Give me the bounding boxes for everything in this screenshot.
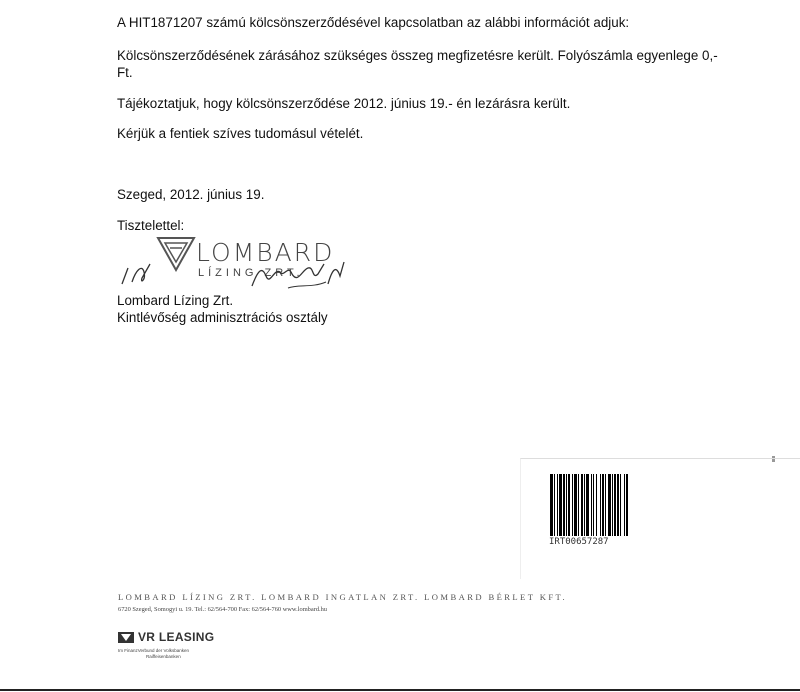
handwritten-signature [112,234,357,294]
notice-paragraph: Tájékoztatjuk, hogy kölcsönszerződése 2012. június 19.- én lezárásra került. [117,96,571,111]
intro-paragraph: A HIT1871207 számú kölcsönszerződésével kapcsolatban az alábbi információt adjuk: [117,15,630,30]
page-edge-line [0,689,800,691]
signer-company: Lombard Lízing Zrt. [117,293,234,308]
closure-paragraph: Kölcsönszerződésének zárásához szükséges összeg megfizetésre került. Folyószámla egyenlege 0,- Ft. [117,48,718,80]
signer-department: Kintlévőség adminisztrációs osztály [117,310,328,325]
barcode-image [548,474,643,536]
company-stamp [112,234,357,294]
place-date: Szeged, 2012. június 19. [117,187,265,202]
barcode-label [520,458,800,579]
footer-companies: LOMBARD LÍZING ZRT. LOMBARD INGATLAN ZRT. LOMBARD BÉRLET KFT. [118,592,568,602]
stamp-subtitle: LÍZING ZRT. [198,267,304,279]
greeting: Tisztelettel: [117,218,185,233]
vr-leasing-logo-icon [118,632,134,643]
partner-subtitle-2: Raiffeisenbanken [146,654,181,659]
footer-address: 6720 Szeged, Somogyi u. 19. Tel.: 62/564-700 Fax: 62/564-760 www.lombard.hu [118,606,328,613]
barcode-number: IRT00657287 [549,537,609,547]
stamp-title: LOMBARD [196,238,335,267]
partner-subtitle: Im FinanzVerbund der Volksbanken [118,648,190,653]
partner-name: VR LEASING [138,630,215,644]
request-paragraph: Kérjük a fentiek szíves tudomásul vételét. [117,126,364,141]
signer-block [117,292,328,326]
